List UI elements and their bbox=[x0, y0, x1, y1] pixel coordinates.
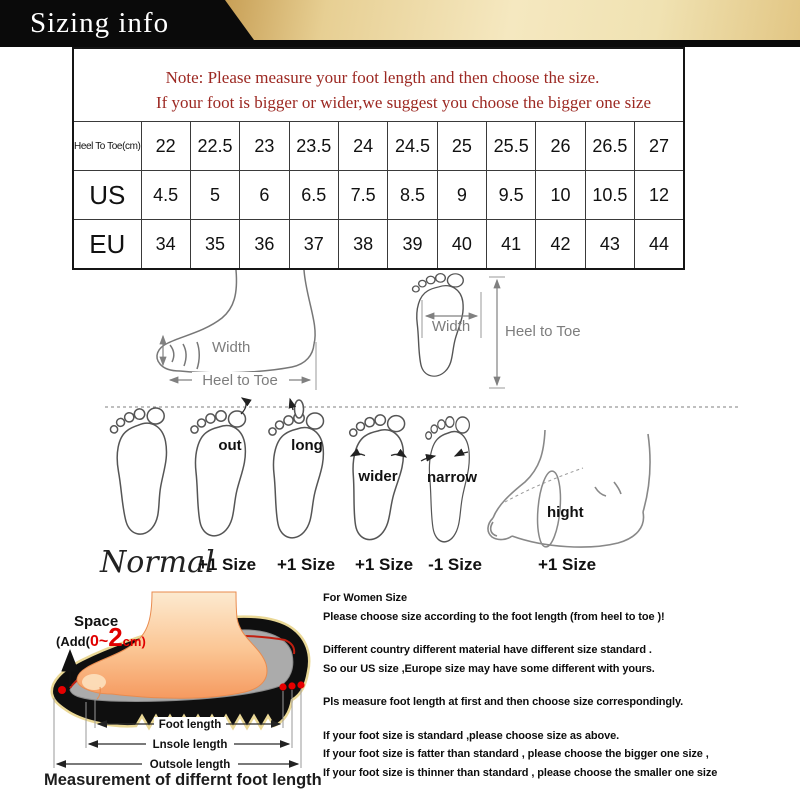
sizing-notes-panel bbox=[323, 589, 773, 782]
notes-group-3 bbox=[323, 693, 773, 712]
notes-line: If your foot size is fatter than standard , please choose the bigger one size , bbox=[323, 748, 709, 760]
foot-hight-illustration bbox=[488, 430, 650, 548]
table-row-heel-to-toe bbox=[73, 122, 684, 171]
table-row-us bbox=[73, 171, 684, 220]
size-cell: 9 bbox=[437, 171, 486, 220]
size-cell: 41 bbox=[487, 220, 536, 270]
foot-out-illustration bbox=[191, 398, 246, 536]
notes-line: Pls measure foot length at first and then choose size correspondingly. bbox=[323, 696, 684, 708]
heel-dot-3 bbox=[297, 681, 304, 688]
notes-line: So our US size ,Europe size may have some different with yours. bbox=[323, 662, 655, 675]
row-label: EU bbox=[73, 220, 141, 270]
size-cell: 26.5 bbox=[585, 122, 634, 171]
diagram-caption: Measurement of differnt foot length bbox=[44, 771, 322, 789]
notes-line: Please choose size according to the foot length (from heel to toe )! bbox=[323, 610, 665, 623]
toe-highlight bbox=[82, 674, 106, 690]
size-cell: 38 bbox=[338, 220, 387, 270]
size-cell: 10.5 bbox=[585, 171, 634, 220]
size-narrow: -1 Size bbox=[428, 555, 482, 574]
foot-normal-illustration bbox=[109, 407, 172, 536]
size-cell: 4.5 bbox=[141, 171, 190, 220]
side-foot-illustration bbox=[157, 270, 315, 373]
size-conversion-table bbox=[72, 47, 685, 270]
notes-group-2 bbox=[323, 641, 773, 678]
size-cell: 24.5 bbox=[388, 122, 437, 171]
size-hight: +1 Size bbox=[537, 555, 597, 574]
size-cell: 5 bbox=[190, 171, 239, 220]
notes-line: Different country different material have different size standard . bbox=[323, 644, 652, 656]
title-bar bbox=[0, 0, 800, 47]
size-cell: 22.5 bbox=[190, 122, 239, 171]
side-width-label: Width bbox=[212, 339, 251, 356]
side-heel-toe-label: Heel to Toe bbox=[202, 372, 278, 389]
hight-label: hight bbox=[547, 504, 584, 521]
space-label: Space bbox=[74, 613, 119, 630]
note-row bbox=[73, 48, 684, 122]
note-line-2: If your foot is bigger or wider,we suggest you choose the bigger one size bbox=[155, 92, 652, 112]
outsole-length-label: Outsole length bbox=[149, 759, 231, 771]
size-cell: 26 bbox=[536, 122, 585, 171]
top-footprint-illustration bbox=[412, 274, 580, 388]
size-cell: 23.5 bbox=[289, 122, 338, 171]
size-cell: 24 bbox=[338, 122, 387, 171]
notes-group-4 bbox=[323, 727, 773, 783]
size-cell: 25.5 bbox=[487, 122, 536, 171]
table-row-eu bbox=[73, 220, 684, 270]
heel-dot-1 bbox=[279, 683, 286, 690]
toe-tip-dot bbox=[58, 686, 66, 694]
size-cell: 39 bbox=[388, 220, 437, 270]
size-cell: 36 bbox=[240, 220, 289, 270]
size-cell: 43 bbox=[585, 220, 634, 270]
notes-group-1 bbox=[323, 589, 773, 626]
size-cell: 27 bbox=[635, 122, 684, 171]
size-cell: 10 bbox=[536, 171, 585, 220]
size-out: +1 Size bbox=[197, 555, 257, 574]
size-cell: 12 bbox=[635, 171, 684, 220]
size-cell: 7.5 bbox=[338, 171, 387, 220]
top-heel-toe-label: Heel to Toe bbox=[505, 323, 581, 340]
size-cell: 6.5 bbox=[289, 171, 338, 220]
out-label: out bbox=[218, 437, 242, 454]
size-cell: 37 bbox=[289, 220, 338, 270]
insole-length-label: Lnsole length bbox=[152, 739, 228, 751]
row-label: US bbox=[73, 171, 141, 220]
side-foot-measures bbox=[163, 336, 316, 390]
size-cell: 22 bbox=[141, 122, 190, 171]
notes-line: For Women Size bbox=[323, 592, 407, 604]
foot-length-label: Foot length bbox=[158, 719, 222, 731]
size-cell: 44 bbox=[635, 220, 684, 270]
size-cell: 34 bbox=[141, 220, 190, 270]
notes-line: If your foot size is thinner than standard , please choose the smaller one size bbox=[323, 766, 718, 779]
size-cell: 40 bbox=[437, 220, 486, 270]
narrow-label: narrow bbox=[426, 469, 478, 486]
note-cell bbox=[73, 48, 684, 122]
size-cell: 8.5 bbox=[388, 171, 437, 220]
size-cell: 35 bbox=[190, 220, 239, 270]
row-label: Heel To Toe(cm) bbox=[73, 122, 141, 171]
size-cell: 9.5 bbox=[487, 171, 536, 220]
shoe-length-diagram bbox=[40, 588, 335, 778]
size-cell: 25 bbox=[437, 122, 486, 171]
note-line-1: Note: Please measure your foot length and then choose the size. bbox=[165, 67, 600, 87]
space-add-label: (Add(0~2cm) bbox=[56, 622, 146, 652]
size-cell: 23 bbox=[240, 122, 289, 171]
normal-label: Normal bbox=[100, 545, 215, 580]
size-wider: +1 Size bbox=[354, 555, 414, 574]
heel-dot-2 bbox=[288, 682, 295, 689]
notes-line: If your foot size is standard ,please choose size as above. bbox=[323, 729, 620, 742]
measurement-diagrams bbox=[0, 268, 800, 598]
long-label: long bbox=[291, 437, 323, 454]
wider-label: wider bbox=[358, 468, 398, 485]
size-long: +1 Size bbox=[276, 555, 336, 574]
page-title: Sizing info bbox=[30, 7, 170, 39]
size-cell: 6 bbox=[240, 171, 289, 220]
foot-long-illustration bbox=[269, 399, 324, 538]
top-width-label: Width bbox=[431, 318, 471, 335]
size-cell: 42 bbox=[536, 220, 585, 270]
gold-ribbon-decoration bbox=[222, 0, 800, 40]
